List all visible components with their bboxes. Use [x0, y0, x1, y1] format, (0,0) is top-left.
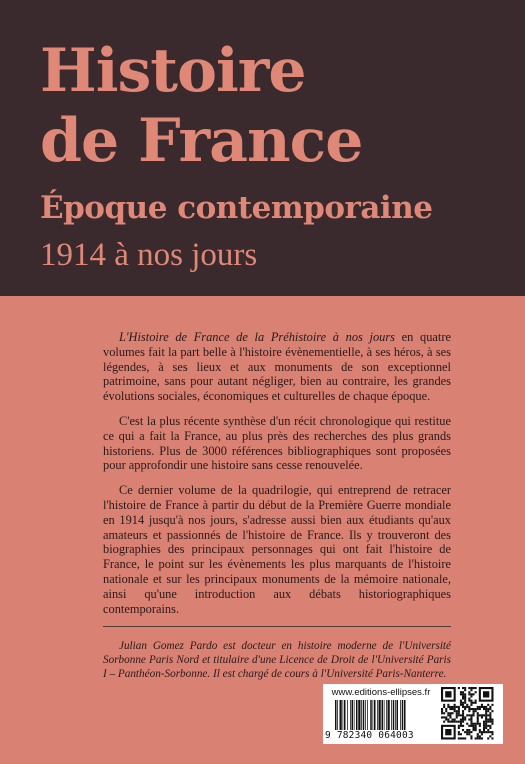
period: 1914 à nos jours	[40, 237, 258, 273]
title-band	[0, 0, 525, 296]
title-line-2: de France	[40, 106, 363, 176]
subtitle: Époque contemporaine	[40, 190, 433, 226]
isbn-number: 9 782340 064003	[325, 730, 414, 741]
divider	[103, 626, 451, 627]
blurb-paragraph-1	[103, 330, 451, 404]
isbn-barcode	[335, 700, 429, 730]
series-title: L'Histoire de France de la Préhistoire à nos jours	[119, 330, 395, 344]
barcode-box	[323, 684, 503, 744]
blurb-paragraph-2: C'est la plus récente synthèse d'un récit chronologique qui restitue ce qui a fait la France, au plus près des recherches des plus grands historiens. Plus de 3000 références bibliographiques sont proposées pour approfondir une histoire sans cesse renouvelée.	[103, 413, 451, 473]
title-line-1: Histoire	[40, 36, 306, 106]
blurb-paragraph-1-text: en quatre volumes fait la part belle à l'histoire évènementielle, à ses héros, à ses légendes, à ses lieux et aux monuments de son exceptionnel patrimoine, sans pour autant négliger, bien au contraire, les grandes évolutions sociales, économiques et culturelles de chaque époque.	[103, 330, 451, 404]
blurb	[103, 330, 451, 691]
blurb-paragraph-3: Ce dernier volume de la quadrilogie, qui entreprend de retracer l'histoire de France à partir du début de la Première Guerre mondiale en 1914 jusqu'à nos jours, s'adresse aussi bien aux étudiants qu'aux amateurs et passionnés de l'histoire de France. Ils y trouveront des biographies des principaux personnages qui ont fait l'histoire de France, le point sur les évènements les plus marquants de l'histoire nationale et sur les principaux monuments de la mémoire nationale, ainsi qu'une introduction aux débats historiographiques contemporains.	[103, 483, 451, 616]
qr-code	[441, 687, 497, 741]
author-note: Julian Gomez Pardo est docteur en histoire moderne de l'Université Sorbonne Paris Nord et titulaire d'une Licence de Droit de l'Université Paris I – Panthéon-Sorbonne. Il est chargé de cours à l'Université Paris-Nanterre.	[103, 640, 451, 681]
publisher-website: www.editions-ellipses.fr	[331, 687, 431, 698]
